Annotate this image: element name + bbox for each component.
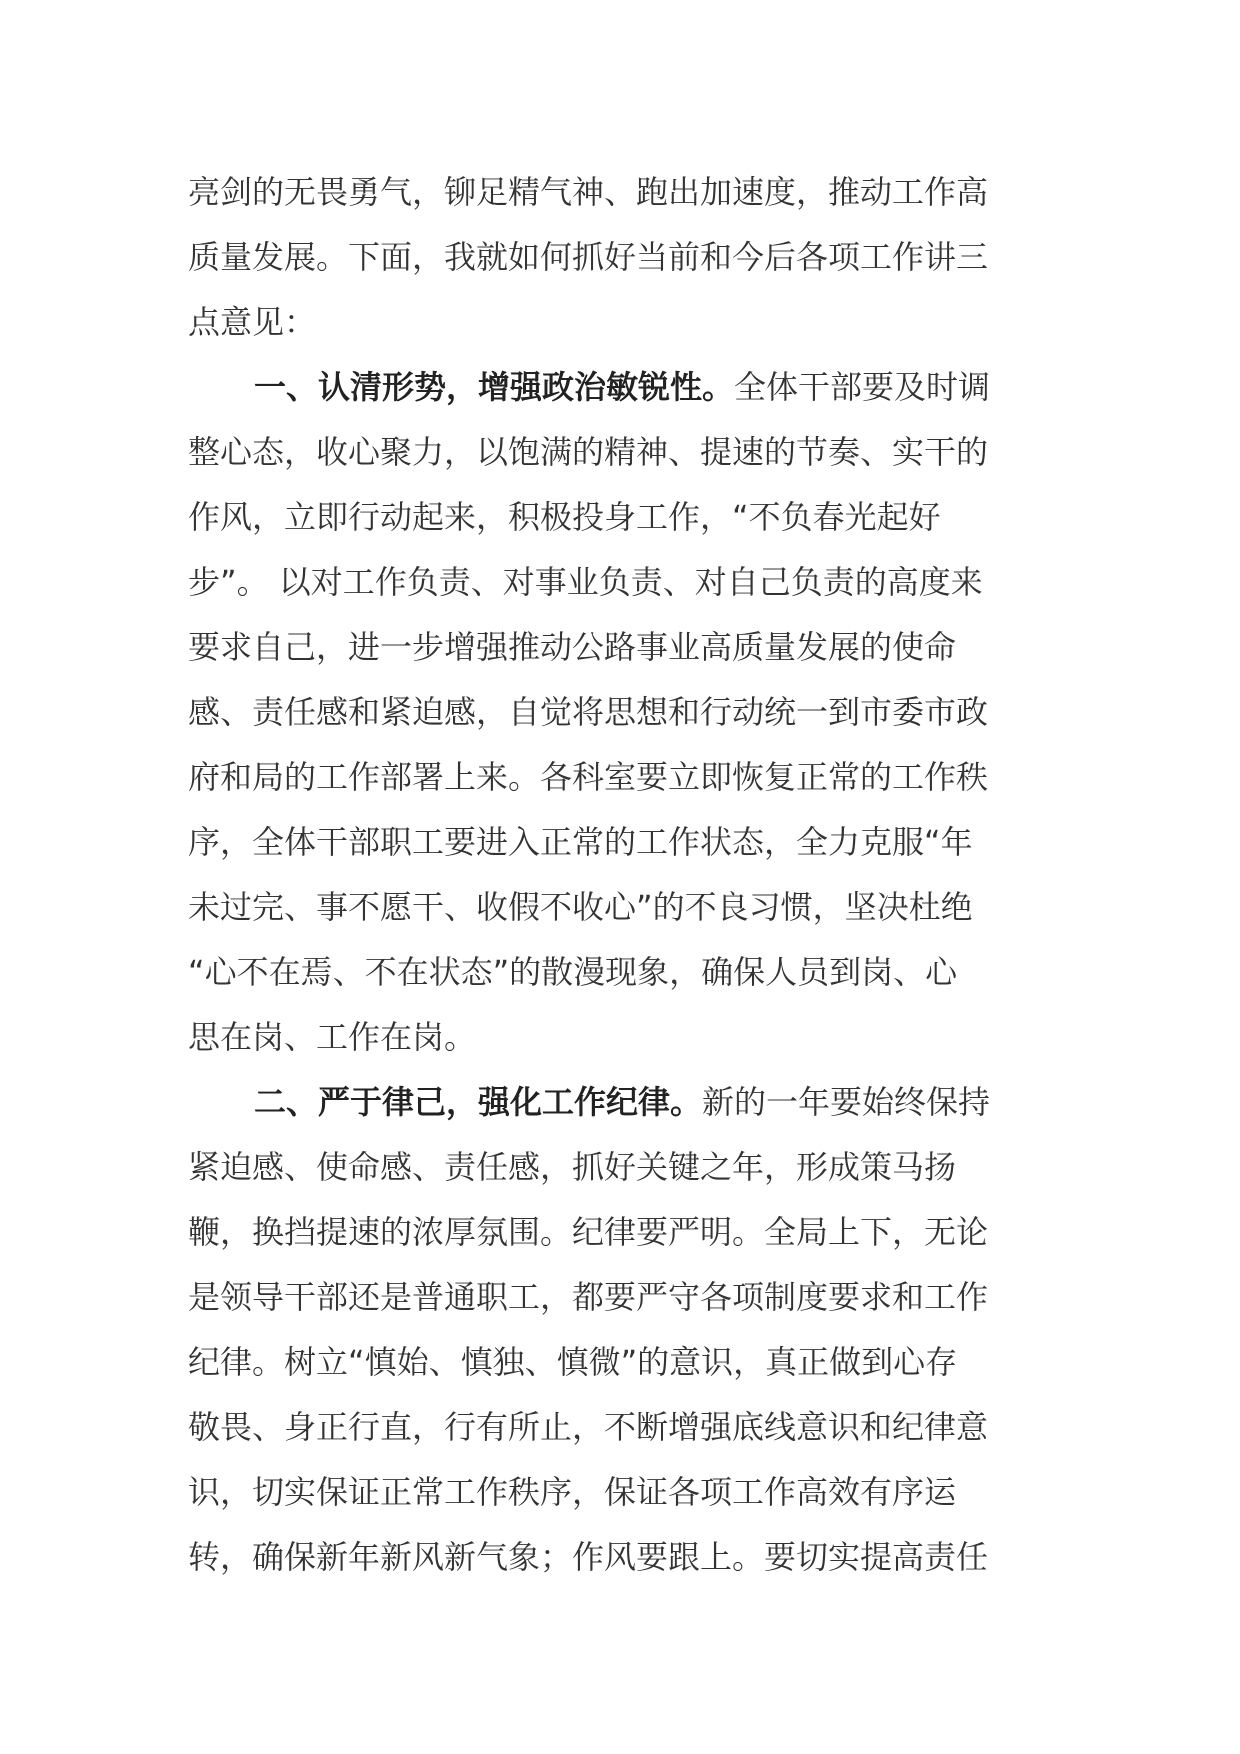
text-line: 作风，立即行动起来，积极投身工作，“不负春光起好 — [188, 498, 941, 536]
text-line: 识，切实保证正常工作秩序，保证各项工作高效有序运 — [188, 1473, 957, 1511]
text-line: 鞭，换挡提速的浓厚氛围。纪律要严明。全局上下，无论 — [188, 1213, 989, 1251]
text-line: 质量发展。下面，我就如何抓好当前和今后各项工作讲三 — [188, 238, 989, 276]
section-2-text: 新的一年要始终保持 — [702, 1083, 991, 1121]
text-line: 未过完、事不愿干、收假不收心”的不良习惯，坚决杜绝 — [188, 888, 973, 926]
text-line: 思在岗、工作在岗。 — [188, 1018, 477, 1056]
section-2-first-line — [188, 1070, 1048, 1135]
text-line: 纪律。树立“慎始、慎独、慎微”的意识，真正做到心存 — [188, 1343, 958, 1381]
text-line: 要求自己，进一步增强推动公路事业高质量发展的使命 — [188, 628, 957, 666]
text-line: 序，全体干部职工要进入正常的工作状态，全力克服“年 — [188, 823, 973, 861]
section-1-text: 全体干部要及时调 — [734, 368, 991, 406]
text-line: “心不在焉、不在状态”的散漫现象，确保人员到岗、心 — [188, 953, 958, 991]
section-1-first-line — [188, 355, 1048, 420]
text-line: 府和局的工作部署上来。各科室要立即恢复正常的工作秩 — [188, 758, 989, 796]
text-line: 亮剑的无畏勇气，铆足精气神、跑出加速度，推动工作高 — [188, 173, 989, 211]
text-line: 是领导干部还是普通职工，都要严守各项制度要求和工作 — [188, 1278, 989, 1316]
text-line: 步”。 以对工作负责、对事业负责、对自己负责的高度来 — [188, 563, 983, 601]
text-line: 转，确保新年新风新气象；作风要跟上。要切实提高责任 — [188, 1538, 989, 1576]
text-line: 感、责任感和紧迫感，自觉将思想和行动统一到市委市政 — [188, 693, 989, 731]
text-line: 整心态，收心聚力，以饱满的精神、提速的节奏、实干的 — [188, 433, 989, 471]
text-line: 点意见： — [188, 303, 317, 341]
text-line: 敬畏、身正行直，行有所止，不断增强底线意识和纪律意 — [188, 1408, 989, 1446]
document-body — [188, 160, 1048, 1590]
text-line: 紧迫感、使命感、责任感，抓好关键之年，形成策马扬 — [188, 1148, 957, 1186]
section-2-heading: 二、严于律己，强化工作纪律。 — [254, 1083, 703, 1121]
section-1-heading: 一、认清形势，增强政治敏锐性。 — [254, 368, 735, 406]
